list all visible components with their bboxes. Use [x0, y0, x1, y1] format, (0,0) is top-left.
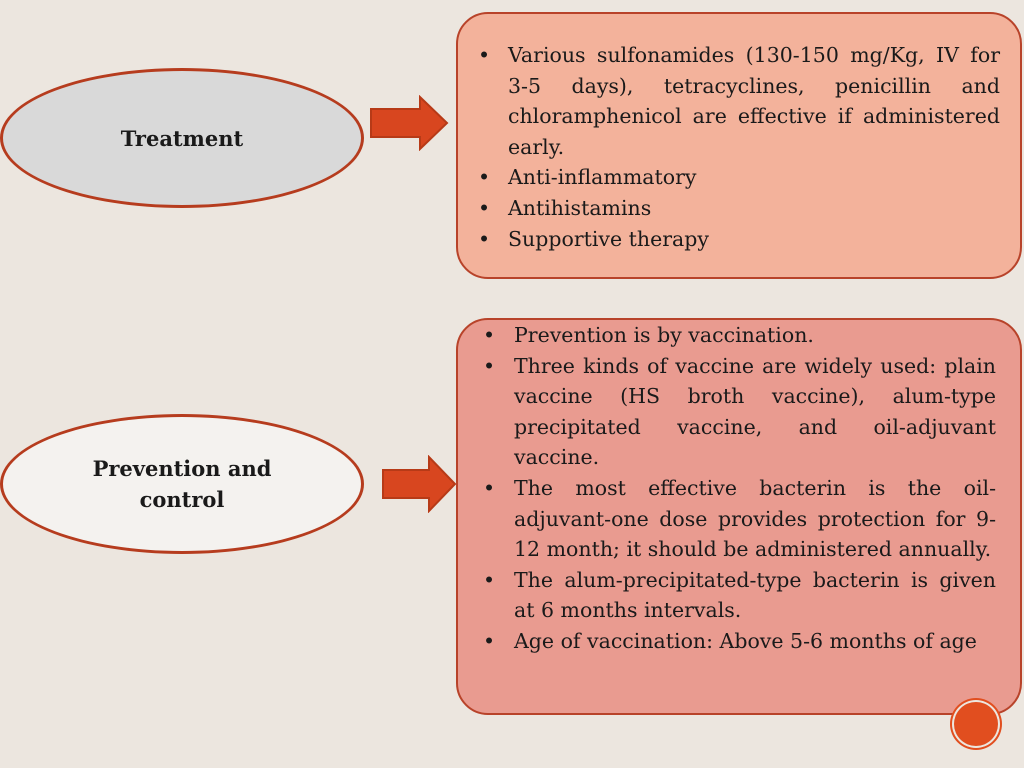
- treatment-label: Treatment: [120, 125, 244, 151]
- arrow-right-icon: [370, 95, 450, 151]
- treatment-label-ellipse: [0, 68, 364, 208]
- list-item: • Three kinds of vaccine are widely used: plain vaccine (HS broth vaccine), alum-type precipitated vaccine, and oil-adjuvant vaccine.: [514, 351, 996, 473]
- treatment-list: [508, 40, 1000, 254]
- list-item: • Antihistamins: [508, 193, 1000, 224]
- arrow-right-icon: [382, 455, 458, 513]
- page-number-badge: [954, 702, 998, 746]
- list-item: • The most effective bacterin is the oil-adjuvant-one dose provides protection for 9-12 month; it should be administered annually.: [514, 473, 996, 565]
- list-item: • The alum-precipitated-type bacterin is given at 6 months intervals.: [514, 565, 996, 626]
- prevention-list: [514, 320, 996, 657]
- prevention-details-box: [456, 318, 1022, 715]
- prevention-label: Prevention and control: [92, 456, 272, 512]
- list-item: • Anti-inflammatory: [508, 162, 1000, 193]
- treatment-details-box: [456, 12, 1022, 279]
- list-item: • Prevention is by vaccination.: [514, 320, 996, 351]
- list-item: • Supportive therapy: [508, 224, 1000, 255]
- list-item: • Various sulfonamides (130-150 mg/Kg, IV for 3-5 days), tetracyclines, penicillin and chloramphenicol are effective if administered early.: [508, 40, 1000, 162]
- prevention-label-ellipse: [0, 414, 364, 554]
- list-item: • Age of vaccination: Above 5-6 months of age: [514, 626, 996, 657]
